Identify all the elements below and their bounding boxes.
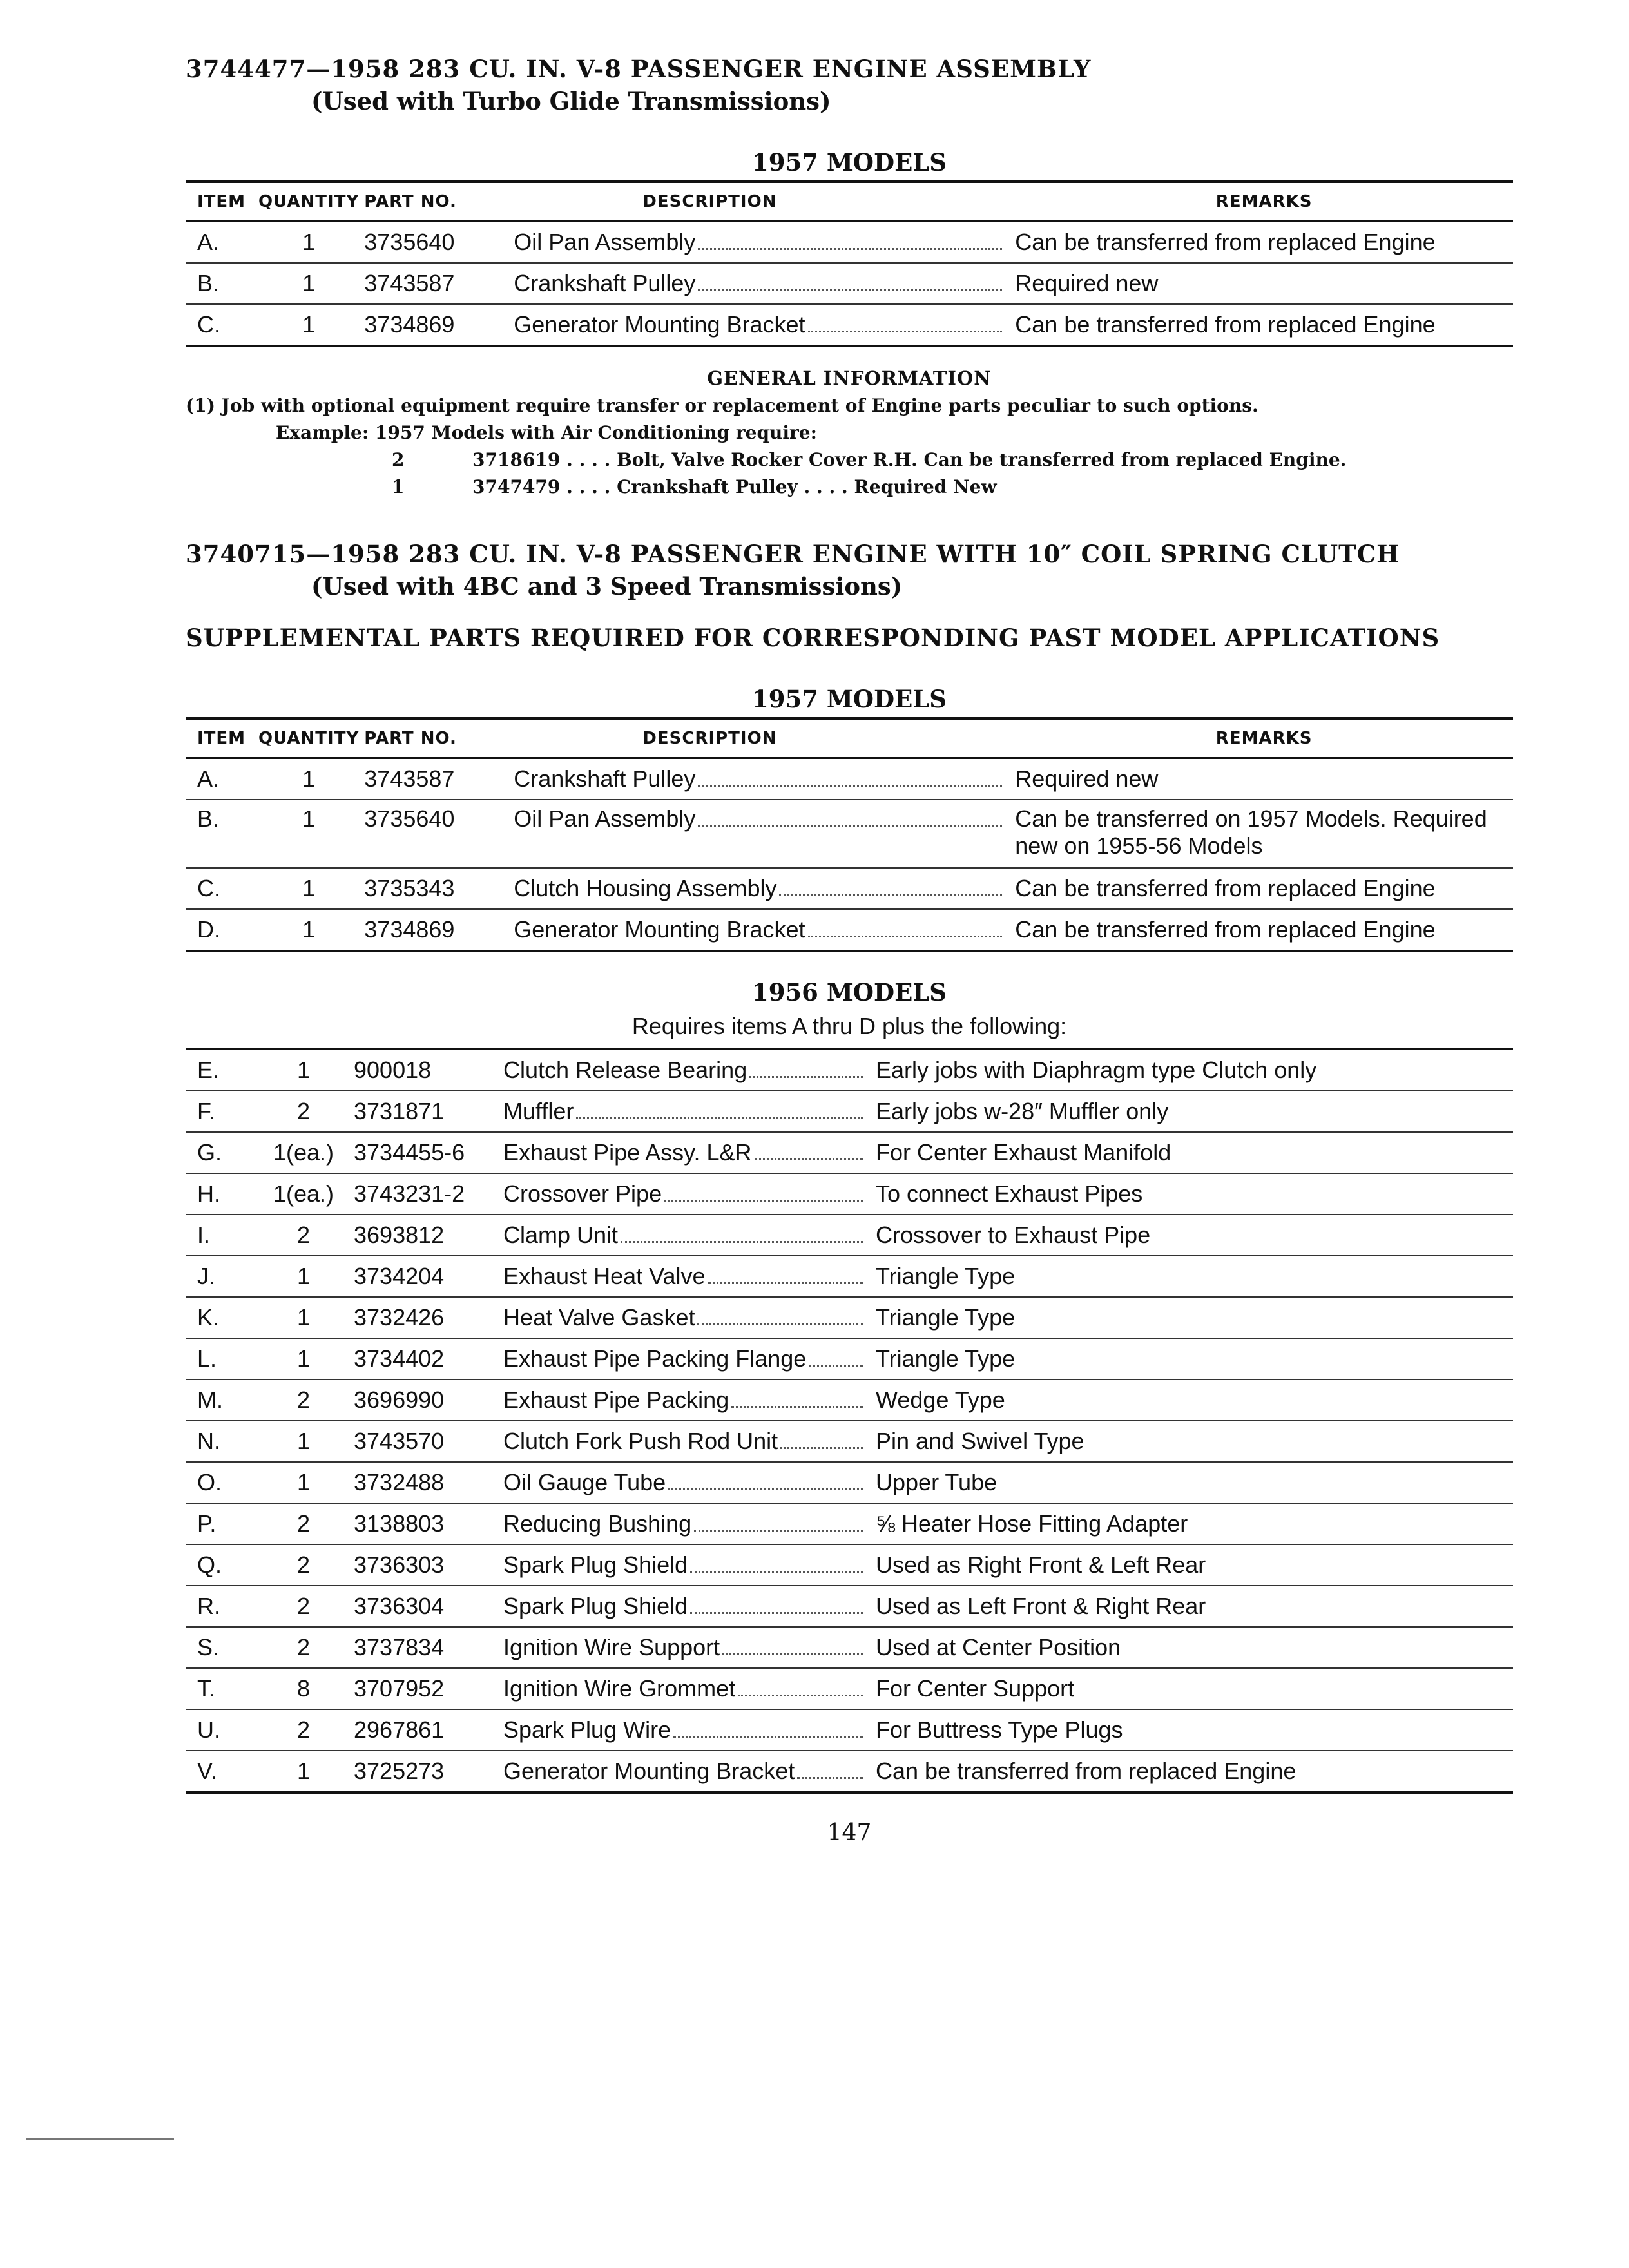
cell-part-no: 3743587 — [359, 263, 514, 304]
cell-description — [514, 758, 1011, 800]
table-row — [186, 1462, 1513, 1503]
description-text: Muffler — [503, 1098, 574, 1124]
section2-1956-note: Requires items A thru D plus the following: — [631, 1013, 1067, 1039]
dot-leader — [694, 1529, 863, 1532]
section2-1956-heading: 1956 MODELS — [751, 978, 947, 1006]
cell-remarks: Crossover to Exhaust Pipe — [872, 1215, 1513, 1256]
cell-description — [514, 263, 1011, 304]
cell-remarks: Early jobs with Diaphragm type Clutch only — [872, 1049, 1513, 1091]
cell-description — [503, 1049, 872, 1091]
cell-quantity: 2 — [258, 1091, 349, 1132]
table-row — [186, 1421, 1513, 1462]
cell-remarks: Pin and Swivel Type — [872, 1421, 1513, 1462]
cell-description — [514, 222, 1011, 264]
cell-description — [514, 304, 1011, 346]
table-row — [186, 1132, 1513, 1173]
description-text: Crossover Pipe — [503, 1180, 662, 1207]
cell-remarks: Can be transferred on 1957 Models. Required new on 1955-56 Models — [1011, 800, 1513, 868]
cell-part-no: 3731871 — [349, 1091, 503, 1132]
cell-remarks: To connect Exhaust Pipes — [872, 1173, 1513, 1215]
cell-item: E. — [186, 1049, 258, 1091]
cell-item: A. — [186, 222, 258, 264]
description-text: Ignition Wire Support — [503, 1634, 720, 1660]
table-row — [186, 1379, 1513, 1421]
description-text: Generator Mounting Bracket — [514, 311, 805, 338]
description-text: Generator Mounting Bracket — [514, 916, 805, 943]
table-row — [186, 1627, 1513, 1668]
table-row — [186, 1256, 1513, 1297]
dot-leader — [808, 330, 1003, 332]
cell-part-no: 3138803 — [349, 1503, 503, 1544]
cell-remarks: Required new — [1011, 263, 1513, 304]
description-text: Clutch Fork Push Rod Unit — [503, 1428, 778, 1454]
cell-quantity: 2 — [258, 1379, 349, 1421]
general-info-item — [186, 474, 1513, 501]
table-row — [186, 1173, 1513, 1215]
section1-title: 3744477—1958 283 CU. IN. V-8 PASSENGER ENGINE ASSEMBLY — [186, 55, 1092, 83]
dot-leader — [664, 1199, 863, 1202]
cell-part-no: 3725273 — [349, 1751, 503, 1792]
cell-part-no: 3736303 — [349, 1544, 503, 1586]
cell-quantity: 1 — [258, 800, 359, 868]
cell-remarks: Can be transferred from replaced Engine — [1011, 909, 1513, 951]
section2-1957-heading: 1957 MODELS — [751, 685, 947, 713]
dot-leader — [698, 784, 1002, 787]
dot-leader — [698, 289, 1002, 291]
cell-part-no: 2967861 — [349, 1709, 503, 1751]
cell-quantity: 1(ea.) — [258, 1132, 349, 1173]
cell-remarks: Used as Right Front & Left Rear — [872, 1544, 1513, 1586]
description-text: Oil Pan Assembly — [514, 229, 696, 255]
description-text: Exhaust Pipe Packing Flange — [503, 1345, 807, 1372]
description-text: Spark Plug Shield — [503, 1593, 688, 1619]
cell-part-no: 3732488 — [349, 1462, 503, 1503]
cell-item: K. — [186, 1297, 258, 1338]
cell-description — [503, 1297, 872, 1338]
cell-quantity: 1 — [258, 1297, 349, 1338]
dot-leader — [576, 1117, 863, 1119]
cell-quantity: 1 — [258, 1462, 349, 1503]
cell-quantity: 1 — [258, 222, 359, 264]
cell-description — [503, 1503, 872, 1544]
description-text: Crankshaft Pulley — [514, 270, 696, 296]
dot-leader — [780, 1446, 863, 1449]
dot-leader — [690, 1611, 863, 1614]
cell-item: O. — [186, 1462, 258, 1503]
cell-part-no: 3734869 — [359, 909, 514, 951]
cell-part-no: 3735640 — [359, 222, 514, 264]
general-info-example: Example: 1957 Models with Air Conditioning require: — [276, 422, 817, 443]
cell-item: I. — [186, 1215, 258, 1256]
cell-remarks: Upper Tube — [872, 1462, 1513, 1503]
cell-part-no: 3737834 — [349, 1627, 503, 1668]
dot-leader — [722, 1653, 863, 1655]
parts-table-1957-coilspring — [186, 717, 1513, 952]
cell-item: J. — [186, 1256, 258, 1297]
cell-item: F. — [186, 1091, 258, 1132]
cell-description — [503, 1709, 872, 1751]
section1-model-heading: 1957 MODELS — [751, 148, 947, 177]
general-info-item-text: 3718619 . . . . Bolt, Valve Rocker Cover R.H. Can be transferred from replaced Engine. — [472, 449, 1347, 470]
table-row — [186, 909, 1513, 951]
table-row — [186, 758, 1513, 800]
col-quantity: QUANTITY — [258, 182, 359, 222]
cell-quantity: 1 — [258, 868, 359, 909]
cell-description — [503, 1256, 872, 1297]
cell-item: N. — [186, 1421, 258, 1462]
cell-description — [503, 1173, 872, 1215]
table-row — [186, 1338, 1513, 1379]
cell-description — [503, 1379, 872, 1421]
col-part-no: PART NO. — [359, 718, 514, 758]
cell-quantity: 1 — [258, 304, 359, 346]
cell-quantity: 1 — [258, 1049, 349, 1091]
col-item: ITEM — [186, 718, 258, 758]
dot-leader — [708, 1282, 863, 1284]
section2-subtitle: (Used with 4BC and 3 Speed Transmissions) — [311, 572, 903, 601]
dot-leader — [749, 1075, 863, 1078]
cell-part-no: 900018 — [349, 1049, 503, 1091]
cell-remarks: Can be transferred from replaced Engine — [1011, 222, 1513, 264]
cell-part-no: 3693812 — [349, 1215, 503, 1256]
dot-leader — [673, 1735, 863, 1738]
table-row — [186, 263, 1513, 304]
cell-part-no: 3734455-6 — [349, 1132, 503, 1173]
cell-description — [503, 1215, 872, 1256]
cell-remarks: Triangle Type — [872, 1256, 1513, 1297]
table-row — [186, 1751, 1513, 1792]
cell-quantity: 2 — [258, 1627, 349, 1668]
dot-leader — [738, 1694, 863, 1696]
col-quantity: QUANTITY — [258, 718, 359, 758]
cell-part-no: 3707952 — [349, 1668, 503, 1709]
dot-leader — [698, 247, 1002, 250]
cell-part-no: 3696990 — [349, 1379, 503, 1421]
cell-quantity: 2 — [258, 1586, 349, 1627]
general-info-item-text: 3747479 . . . . Crankshaft Pulley . . . . Required New — [472, 476, 997, 497]
cell-description — [503, 1544, 872, 1586]
description-text: Clamp Unit — [503, 1222, 619, 1248]
cell-remarks: Required new — [1011, 758, 1513, 800]
cell-quantity: 1 — [258, 1338, 349, 1379]
cell-part-no: 3743587 — [359, 758, 514, 800]
cell-item: H. — [186, 1173, 258, 1215]
cell-description — [514, 868, 1011, 909]
col-description: DESCRIPTION — [514, 182, 1011, 222]
description-text: Generator Mounting Bracket — [503, 1758, 795, 1784]
cell-description — [503, 1338, 872, 1379]
col-item: ITEM — [186, 182, 258, 222]
dot-leader — [809, 1364, 863, 1367]
description-text: Spark Plug Wire — [503, 1716, 671, 1743]
cell-remarks: Early jobs w-28″ Muffler only — [872, 1091, 1513, 1132]
cell-part-no: 3735343 — [359, 868, 514, 909]
cell-description — [503, 1586, 872, 1627]
dot-leader — [621, 1240, 863, 1243]
description-text: Exhaust Pipe Assy. L&R — [503, 1139, 752, 1166]
description-text: Heat Valve Gasket — [503, 1304, 695, 1331]
description-text: Ignition Wire Grommet — [503, 1675, 736, 1702]
section2-title: 3740715—1958 283 CU. IN. V-8 PASSENGER ENGINE WITH 10″ COIL SPRING CLUTCH — [186, 540, 1400, 568]
cell-item: A. — [186, 758, 258, 800]
cell-item: B. — [186, 800, 258, 868]
parts-table-1957-turboglide — [186, 180, 1513, 347]
table-row — [186, 1709, 1513, 1751]
page-number: 147 — [827, 1820, 872, 1846]
description-text: Reducing Bushing — [503, 1510, 692, 1537]
cell-part-no: 3736304 — [349, 1586, 503, 1627]
dot-leader — [808, 935, 1003, 937]
general-info-item-qty: 2 — [392, 449, 405, 470]
cell-description — [503, 1132, 872, 1173]
col-remarks: REMARKS — [1011, 182, 1513, 222]
col-description: DESCRIPTION — [514, 718, 1011, 758]
general-info-item — [186, 447, 1513, 474]
cell-quantity: 1 — [258, 1751, 349, 1792]
cell-remarks: Can be transferred from replaced Engine — [1011, 868, 1513, 909]
table-row — [186, 1668, 1513, 1709]
cell-quantity: 1 — [258, 1421, 349, 1462]
col-part-no: PART NO. — [359, 182, 514, 222]
table-row — [186, 304, 1513, 346]
cell-remarks: ⅝ Heater Hose Fitting Adapter — [872, 1503, 1513, 1544]
cell-remarks: Used at Center Position — [872, 1627, 1513, 1668]
description-text: Exhaust Pipe Packing — [503, 1387, 729, 1413]
cell-quantity: 2 — [258, 1709, 349, 1751]
cell-item: C. — [186, 868, 258, 909]
cell-quantity: 1 — [258, 263, 359, 304]
cell-remarks: For Center Exhaust Manifold — [872, 1132, 1513, 1173]
cell-remarks: Triangle Type — [872, 1297, 1513, 1338]
cell-part-no: 3743231-2 — [349, 1173, 503, 1215]
cell-quantity: 1 — [258, 1256, 349, 1297]
cell-part-no: 3734204 — [349, 1256, 503, 1297]
cell-item: G. — [186, 1132, 258, 1173]
table-row — [186, 1091, 1513, 1132]
general-info-heading: GENERAL INFORMATION — [707, 367, 992, 389]
cell-part-no: 3734402 — [349, 1338, 503, 1379]
cell-description — [503, 1627, 872, 1668]
cell-item: P. — [186, 1503, 258, 1544]
table-header-row — [186, 182, 1513, 222]
cell-quantity: 1 — [258, 758, 359, 800]
table-row — [186, 1544, 1513, 1586]
dot-leader — [698, 824, 1002, 827]
table-row — [186, 1049, 1513, 1091]
table-row — [186, 222, 1513, 264]
description-text: Spark Plug Shield — [503, 1552, 688, 1578]
cell-part-no: 3732426 — [349, 1297, 503, 1338]
cell-quantity: 2 — [258, 1544, 349, 1586]
scan-edge-mark — [26, 2138, 174, 2140]
description-text: Clutch Housing Assembly — [514, 875, 777, 901]
description-text: Exhaust Heat Valve — [503, 1263, 706, 1289]
cell-part-no: 3735640 — [359, 800, 514, 868]
table-row — [186, 868, 1513, 909]
table-header-row — [186, 718, 1513, 758]
dot-leader — [690, 1570, 863, 1573]
cell-description — [503, 1091, 872, 1132]
table-row — [186, 1297, 1513, 1338]
cell-item: B. — [186, 263, 258, 304]
cell-remarks: Used as Left Front & Right Rear — [872, 1586, 1513, 1627]
cell-quantity: 1(ea.) — [258, 1173, 349, 1215]
cell-item: L. — [186, 1338, 258, 1379]
cell-item: U. — [186, 1709, 258, 1751]
cell-remarks: For Center Support — [872, 1668, 1513, 1709]
cell-item: C. — [186, 304, 258, 346]
general-info-item-qty: 1 — [392, 476, 405, 497]
parts-table-1956 — [186, 1048, 1513, 1794]
cell-item: Q. — [186, 1544, 258, 1586]
cell-quantity: 2 — [258, 1215, 349, 1256]
dot-leader — [697, 1323, 863, 1325]
cell-quantity: 8 — [258, 1668, 349, 1709]
cell-remarks: Can be transferred from replaced Engine — [1011, 304, 1513, 346]
general-info-line: (1) Job with optional equipment require transfer or replacement of Engine parts peculiar to such options. — [186, 395, 1258, 416]
cell-description — [503, 1668, 872, 1709]
cell-item: T. — [186, 1668, 258, 1709]
cell-description — [503, 1421, 872, 1462]
cell-item: V. — [186, 1751, 258, 1792]
cell-part-no: 3743570 — [349, 1421, 503, 1462]
col-remarks: REMARKS — [1011, 718, 1513, 758]
cell-description — [514, 909, 1011, 951]
cell-remarks: Can be transferred from replaced Engine — [872, 1751, 1513, 1792]
cell-description — [514, 800, 1011, 868]
description-text: Oil Gauge Tube — [503, 1469, 666, 1495]
table-row — [186, 1215, 1513, 1256]
dot-leader — [797, 1776, 863, 1779]
supplemental-heading: SUPPLEMENTAL PARTS REQUIRED FOR CORRESPONDING PAST MODEL APPLICATIONS — [186, 624, 1440, 652]
dot-leader — [731, 1405, 863, 1408]
table-row — [186, 1503, 1513, 1544]
cell-quantity: 2 — [258, 1503, 349, 1544]
cell-remarks: Wedge Type — [872, 1379, 1513, 1421]
table-row — [186, 1586, 1513, 1627]
cell-quantity: 1 — [258, 909, 359, 951]
cell-item: M. — [186, 1379, 258, 1421]
cell-description — [503, 1462, 872, 1503]
table-row — [186, 800, 1513, 868]
dot-leader — [779, 894, 1002, 896]
catalog-page — [186, 53, 1513, 1846]
cell-item: D. — [186, 909, 258, 951]
cell-item: R. — [186, 1586, 258, 1627]
dot-leader — [668, 1488, 863, 1490]
cell-description — [503, 1751, 872, 1792]
cell-remarks: For Buttress Type Plugs — [872, 1709, 1513, 1751]
description-text: Oil Pan Assembly — [514, 805, 696, 832]
cell-part-no: 3734869 — [359, 304, 514, 346]
dot-leader — [755, 1158, 863, 1160]
cell-item: S. — [186, 1627, 258, 1668]
description-text: Clutch Release Bearing — [503, 1057, 747, 1083]
cell-remarks: Triangle Type — [872, 1338, 1513, 1379]
description-text: Crankshaft Pulley — [514, 765, 696, 792]
section1-subtitle: (Used with Turbo Glide Transmissions) — [311, 87, 831, 115]
